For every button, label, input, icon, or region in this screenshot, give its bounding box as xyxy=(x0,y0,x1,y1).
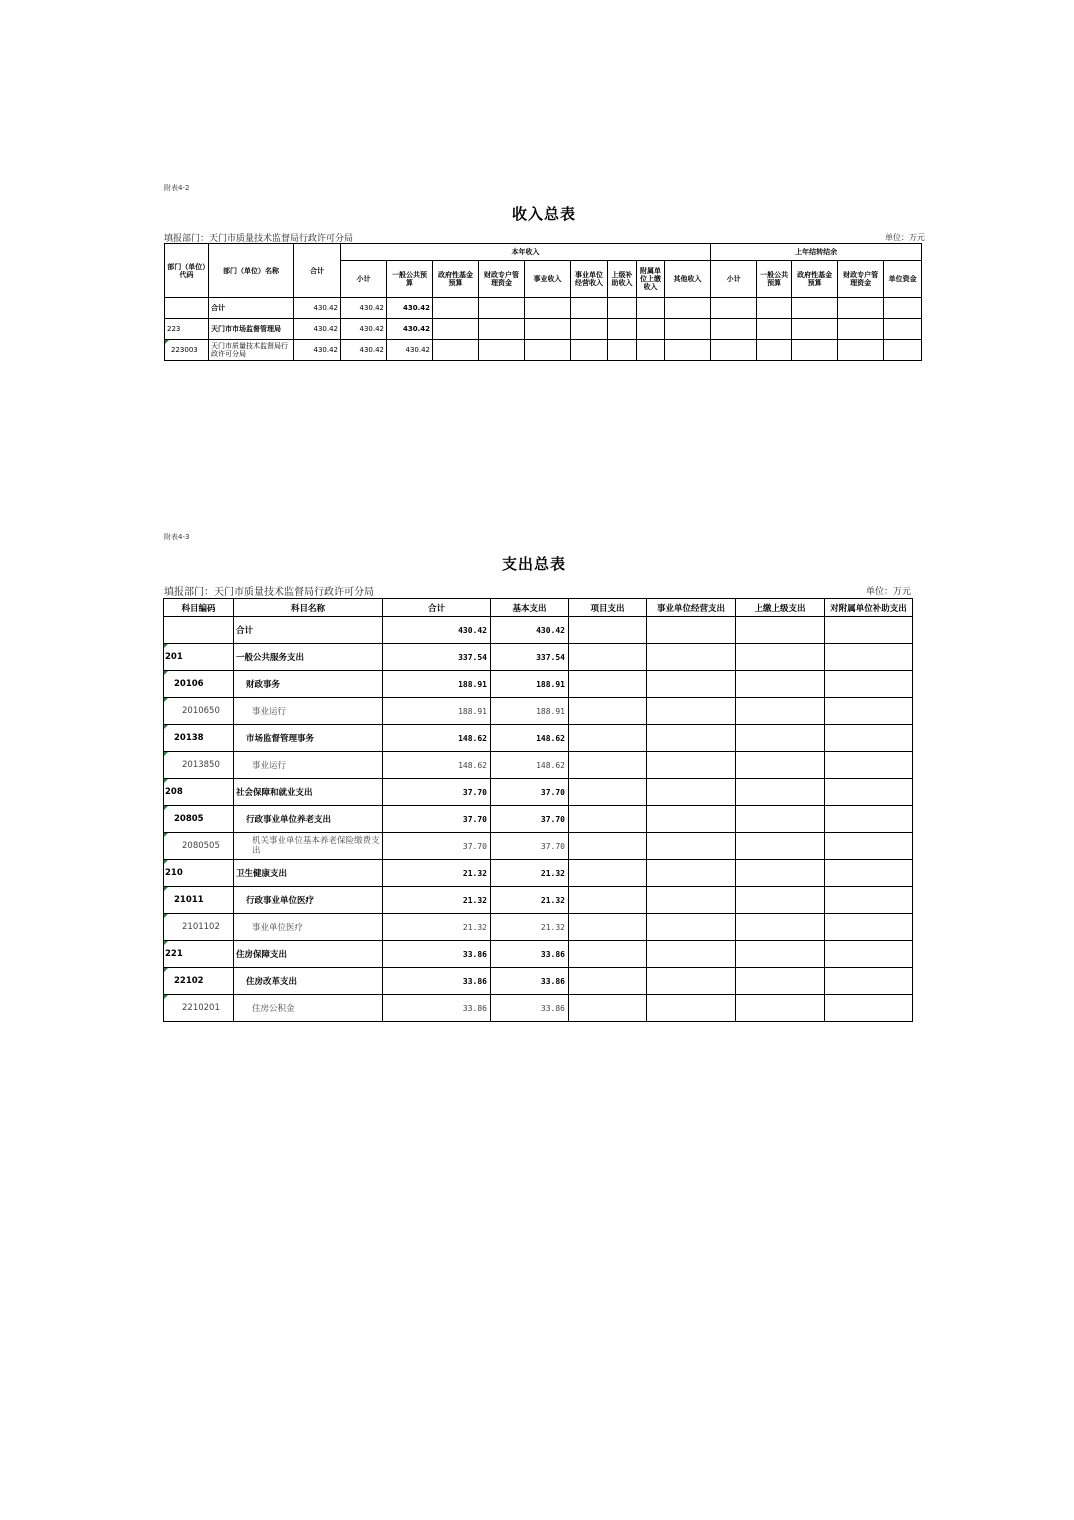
income-row-subtotal: 430.42 xyxy=(341,298,387,319)
income-header-other-income: 其他收入 xyxy=(665,261,711,298)
income-row-total: 430.42 xyxy=(294,298,341,319)
expense-row-empty-cell xyxy=(569,698,647,725)
expense-row-code: 22102 xyxy=(164,968,234,995)
table-row xyxy=(164,995,913,1022)
income-header-last-year: 上年结转结余 xyxy=(711,244,922,261)
income-header-subtotal: 小计 xyxy=(341,261,387,298)
expense-row-name: 市场监督管理事务 xyxy=(234,725,383,752)
expense-row-total: 37.70 xyxy=(383,806,491,833)
expense-row-basic: 33.86 xyxy=(491,941,569,968)
income-row-code: 223003 xyxy=(165,340,209,361)
expense-row-name: 行政事业单位养老支出 xyxy=(234,806,383,833)
expense-row-empty-cell xyxy=(736,617,825,644)
expense-row-total: 33.86 xyxy=(383,995,491,1022)
expense-row-empty-cell xyxy=(736,779,825,806)
expense-row-code: 2010650 xyxy=(164,698,234,725)
expense-row-basic: 37.70 xyxy=(491,779,569,806)
income-header-superior-subsidy: 上级补助收入 xyxy=(608,261,637,298)
income-header-business-income: 事业收入 xyxy=(525,261,571,298)
expense-row-empty-cell xyxy=(736,698,825,725)
expense-row-empty-cell xyxy=(825,941,913,968)
expense-row-name: 合计 xyxy=(234,617,383,644)
expense-row-code: 20805 xyxy=(164,806,234,833)
expense-row-empty-cell xyxy=(647,833,736,860)
expense-row-code: 2210201 xyxy=(164,995,234,1022)
expense-header-project: 项目支出 xyxy=(569,599,647,617)
table-row xyxy=(165,319,922,340)
expense-row-empty-cell xyxy=(825,752,913,779)
expense-row-code: 201 xyxy=(164,644,234,671)
expense-row-basic: 33.86 xyxy=(491,968,569,995)
expense-row-basic: 148.62 xyxy=(491,725,569,752)
expense-row-empty-cell xyxy=(736,887,825,914)
expense-row-name: 行政事业单位医疗 xyxy=(234,887,383,914)
expense-row-code: 208 xyxy=(164,779,234,806)
expense-row-basic: 37.70 xyxy=(491,833,569,860)
expense-row-empty-cell xyxy=(647,968,736,995)
expense-row-code: 20138 xyxy=(164,725,234,752)
expense-row-empty-cell xyxy=(647,698,736,725)
income-header-ly-unit-funds: 单位资金 xyxy=(884,261,922,298)
expense-row-empty-cell xyxy=(569,860,647,887)
expense-row-basic: 21.32 xyxy=(491,914,569,941)
income-table xyxy=(164,243,922,361)
income-row-code: 223 xyxy=(165,319,209,340)
expense-row-empty-cell xyxy=(647,995,736,1022)
income-row-code xyxy=(165,298,209,319)
expense-row-empty-cell xyxy=(647,725,736,752)
expense-row-name: 住房公积金 xyxy=(234,995,383,1022)
expense-row-total: 37.70 xyxy=(383,779,491,806)
income-row-total: 430.42 xyxy=(294,319,341,340)
expense-row-empty-cell xyxy=(569,779,647,806)
table-row xyxy=(165,298,922,319)
expense-row-empty-cell xyxy=(647,671,736,698)
expense-row-total: 430.42 xyxy=(383,617,491,644)
expense-unit-label: 单位：万元 xyxy=(866,587,912,597)
expense-row-empty-cell xyxy=(647,779,736,806)
expense-header-basic: 基本支出 xyxy=(491,599,569,617)
income-header-general-public: 一般公共预算 xyxy=(387,261,433,298)
income-table-tag: 附表4-2 xyxy=(164,184,190,192)
expense-row-empty-cell xyxy=(569,617,647,644)
expense-row-total: 21.32 xyxy=(383,887,491,914)
income-table-title: 收入总表 xyxy=(512,205,577,223)
expense-row-empty-cell xyxy=(647,752,736,779)
expense-row-empty-cell xyxy=(825,995,913,1022)
income-header-code: 部门（单位）代码 xyxy=(165,244,209,298)
expense-row-empty-cell xyxy=(569,914,647,941)
expense-table-tag: 附表4-3 xyxy=(164,533,190,541)
expense-row-name: 卫生健康支出 xyxy=(234,860,383,887)
income-row-name: 合计 xyxy=(209,298,294,319)
expense-row-empty-cell xyxy=(825,779,913,806)
table-row xyxy=(164,698,913,725)
expense-row-empty-cell xyxy=(569,644,647,671)
expense-row-name: 事业运行 xyxy=(234,752,383,779)
expense-row-name: 事业单位医疗 xyxy=(234,914,383,941)
expense-row-empty-cell xyxy=(825,968,913,995)
income-header-ly-fiscal-special: 财政专户管理资金 xyxy=(838,261,884,298)
expense-row-total: 148.62 xyxy=(383,725,491,752)
expense-row-empty-cell xyxy=(647,887,736,914)
expense-row-empty-cell xyxy=(825,725,913,752)
expense-row-empty-cell xyxy=(736,941,825,968)
expense-row-empty-cell xyxy=(569,995,647,1022)
income-row-general: 430.42 xyxy=(387,319,433,340)
expense-row-empty-cell xyxy=(736,995,825,1022)
expense-row-empty-cell xyxy=(647,617,736,644)
income-row-general: 430.42 xyxy=(387,340,433,361)
expense-row-total: 21.32 xyxy=(383,860,491,887)
expense-row-code: 221 xyxy=(164,941,234,968)
income-header-ly-gov-fund: 政府性基金预算 xyxy=(792,261,838,298)
expense-row-empty-cell xyxy=(736,860,825,887)
income-row-subtotal: 430.42 xyxy=(341,340,387,361)
expense-header-name: 科目名称 xyxy=(234,599,383,617)
expense-row-code: 2080505 xyxy=(164,833,234,860)
table-row xyxy=(164,617,913,644)
expense-row-empty-cell xyxy=(647,644,736,671)
expense-row-basic: 337.54 xyxy=(491,644,569,671)
expense-header-total: 合计 xyxy=(383,599,491,617)
expense-row-basic: 188.91 xyxy=(491,671,569,698)
expense-row-total: 21.32 xyxy=(383,914,491,941)
table-row xyxy=(164,914,913,941)
expense-row-name: 事业运行 xyxy=(234,698,383,725)
expense-row-code: 2013850 xyxy=(164,752,234,779)
expense-row-empty-cell xyxy=(569,968,647,995)
income-row-total: 430.42 xyxy=(294,340,341,361)
expense-row-code: 21011 xyxy=(164,887,234,914)
expense-row-name: 住房改革支出 xyxy=(234,968,383,995)
expense-row-name: 机关事业单位基本养老保险缴费支出 xyxy=(234,833,383,860)
income-header-ly-general-public: 一般公共预算 xyxy=(757,261,792,298)
table-row xyxy=(164,671,913,698)
expense-row-name: 财政事务 xyxy=(234,671,383,698)
expense-row-empty-cell xyxy=(825,887,913,914)
income-header-total: 合计 xyxy=(294,244,341,298)
expense-row-total: 188.91 xyxy=(383,671,491,698)
expense-row-empty-cell xyxy=(736,968,825,995)
table-row xyxy=(164,968,913,995)
expense-row-name: 社会保障和就业支出 xyxy=(234,779,383,806)
expense-header-code: 科目编码 xyxy=(164,599,234,617)
expense-row-empty-cell xyxy=(825,644,913,671)
expense-row-empty-cell xyxy=(569,887,647,914)
table-row xyxy=(164,887,913,914)
expense-row-empty-cell xyxy=(569,752,647,779)
expense-row-name: 住房保障支出 xyxy=(234,941,383,968)
income-row-general: 430.42 xyxy=(387,298,433,319)
income-unit-label: 单位：万元 xyxy=(885,233,925,242)
expense-row-total: 148.62 xyxy=(383,752,491,779)
expense-row-empty-cell xyxy=(736,725,825,752)
expense-row-basic: 188.91 xyxy=(491,698,569,725)
expense-row-basic: 37.70 xyxy=(491,806,569,833)
expense-row-empty-cell xyxy=(569,941,647,968)
income-row-name: 天门市质量技术监督局行政许可分局 xyxy=(209,340,294,361)
expense-row-empty-cell xyxy=(569,806,647,833)
table-row xyxy=(164,752,913,779)
expense-row-empty-cell xyxy=(736,833,825,860)
expense-row-empty-cell xyxy=(736,914,825,941)
expense-table xyxy=(163,598,913,1022)
table-row xyxy=(164,806,913,833)
expense-header-business-op: 事业单位经营支出 xyxy=(647,599,736,617)
expense-row-empty-cell xyxy=(569,671,647,698)
income-header-subordinate-remit: 附属单位上缴收入 xyxy=(637,261,665,298)
expense-row-empty-cell xyxy=(825,698,913,725)
income-dept-label: 填报部门：天门市质量技术监督局行政许可分局 xyxy=(164,234,354,244)
table-row xyxy=(164,644,913,671)
income-header-name: 部门（单位）名称 xyxy=(209,244,294,298)
expense-row-code: 210 xyxy=(164,860,234,887)
expense-row-empty-cell xyxy=(647,860,736,887)
expense-table-title: 支出总表 xyxy=(502,555,567,573)
table-row xyxy=(165,340,922,361)
expense-row-total: 188.91 xyxy=(383,698,491,725)
expense-row-empty-cell xyxy=(736,806,825,833)
expense-row-basic: 21.32 xyxy=(491,887,569,914)
table-row xyxy=(164,725,913,752)
income-row-subtotal: 430.42 xyxy=(341,319,387,340)
expense-row-empty-cell xyxy=(736,644,825,671)
table-row xyxy=(164,833,913,860)
income-header-this-year: 本年收入 xyxy=(341,244,711,261)
expense-dept-label: 填报部门：天门市质量技术监督局行政许可分局 xyxy=(164,587,374,598)
income-header-ly-subtotal: 小计 xyxy=(711,261,757,298)
expense-row-basic: 21.32 xyxy=(491,860,569,887)
expense-row-total: 337.54 xyxy=(383,644,491,671)
expense-row-empty-cell xyxy=(736,752,825,779)
expense-header-remit-superior: 上缴上级支出 xyxy=(736,599,825,617)
expense-row-code: 20106 xyxy=(164,671,234,698)
income-header-business-operation: 事业单位经营收入 xyxy=(571,261,608,298)
expense-row-basic: 148.62 xyxy=(491,752,569,779)
expense-row-empty-cell xyxy=(647,806,736,833)
expense-row-total: 33.86 xyxy=(383,968,491,995)
expense-row-name: 一般公共服务支出 xyxy=(234,644,383,671)
expense-row-empty-cell xyxy=(825,914,913,941)
expense-row-basic: 430.42 xyxy=(491,617,569,644)
income-header-fiscal-special: 财政专户管理资金 xyxy=(479,261,525,298)
table-row xyxy=(164,860,913,887)
expense-row-empty-cell xyxy=(825,617,913,644)
expense-row-empty-cell xyxy=(825,806,913,833)
expense-header-subsidy-subordinate: 对附属单位补助支出 xyxy=(825,599,913,617)
expense-row-basic: 33.86 xyxy=(491,995,569,1022)
expense-row-code: 2101102 xyxy=(164,914,234,941)
expense-row-empty-cell xyxy=(569,833,647,860)
table-row xyxy=(164,779,913,806)
expense-row-empty-cell xyxy=(736,671,825,698)
income-header-gov-fund: 政府性基金预算 xyxy=(433,261,479,298)
expense-row-empty-cell xyxy=(825,860,913,887)
expense-row-empty-cell xyxy=(647,914,736,941)
income-row-name: 天门市市场监督管理局 xyxy=(209,319,294,340)
expense-row-empty-cell xyxy=(647,941,736,968)
expense-row-total: 37.70 xyxy=(383,833,491,860)
expense-row-total: 33.86 xyxy=(383,941,491,968)
expense-row-empty-cell xyxy=(825,833,913,860)
expense-row-empty-cell xyxy=(569,725,647,752)
expense-row-code xyxy=(164,617,234,644)
table-row xyxy=(164,941,913,968)
expense-row-empty-cell xyxy=(825,671,913,698)
